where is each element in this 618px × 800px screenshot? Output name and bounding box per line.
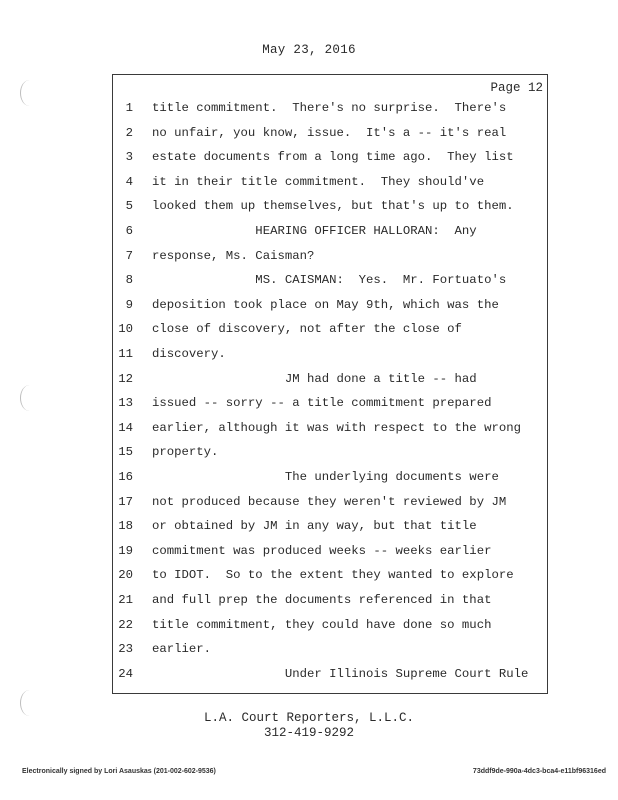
line-text: not produced because they weren't reviewed by JM bbox=[152, 494, 507, 509]
transcript-line bbox=[113, 663, 547, 685]
line-text: title commitment. There's no surprise. There's bbox=[152, 101, 507, 115]
line-text: estate documents from a long time ago. They list bbox=[152, 150, 514, 165]
line-text: commitment was produced weeks -- weeks earlier bbox=[152, 543, 492, 558]
line-number: 19 bbox=[118, 543, 133, 558]
line-text: and full prep the documents referenced in that bbox=[152, 593, 492, 607]
line-text: earlier, although it was with respect to the wrong bbox=[152, 420, 521, 435]
line-number: 20 bbox=[118, 568, 133, 583]
line-text: looked them up themselves, but that's up to them. bbox=[152, 199, 514, 214]
transcript-line bbox=[113, 638, 547, 660]
line-number: 4 bbox=[125, 174, 133, 189]
line-number: 17 bbox=[118, 494, 133, 509]
page-number: Page 12 bbox=[490, 81, 543, 95]
line-number: 10 bbox=[118, 322, 133, 337]
line-text: discovery. bbox=[152, 347, 226, 361]
transcript-line bbox=[113, 417, 547, 439]
line-text: issued -- sorry -- a title commitment prepared bbox=[152, 396, 492, 411]
transcript-line bbox=[113, 97, 547, 119]
line-text: JM had done a title -- had bbox=[152, 371, 477, 386]
line-text: earlier. bbox=[152, 642, 212, 657]
line-number: 16 bbox=[118, 470, 133, 484]
line-number: 13 bbox=[118, 396, 133, 411]
line-text: property. bbox=[152, 445, 219, 460]
line-text: HEARING OFFICER HALLORAN: Any bbox=[152, 224, 477, 238]
transcript-line bbox=[113, 318, 547, 340]
transcript-line bbox=[113, 171, 547, 193]
line-number: 22 bbox=[118, 617, 133, 632]
line-number: 18 bbox=[118, 519, 133, 534]
transcript-line bbox=[113, 441, 547, 463]
line-number: 1 bbox=[125, 101, 133, 115]
transcript-box bbox=[112, 74, 548, 694]
transcript-line bbox=[113, 392, 547, 414]
transcript-line bbox=[113, 122, 547, 144]
line-text: deposition took place on May 9th, which was the bbox=[152, 297, 499, 312]
footer-company: L.A. Court Reporters, L.L.C. bbox=[203, 711, 415, 725]
transcript-line bbox=[113, 343, 547, 365]
line-number: 7 bbox=[125, 248, 133, 263]
transcript-line bbox=[113, 614, 547, 636]
line-text: MS. CAISMAN: Yes. Mr. Fortuato's bbox=[152, 273, 507, 288]
transcript-line bbox=[113, 146, 547, 168]
transcript-line bbox=[113, 294, 547, 316]
line-number: 23 bbox=[118, 642, 133, 657]
line-number: 11 bbox=[118, 347, 133, 361]
line-text: close of discovery, not after the close of bbox=[152, 322, 462, 337]
line-number: 6 bbox=[125, 224, 133, 238]
line-text: it in their title commitment. They should've bbox=[152, 174, 485, 189]
electronic-signature: Electronically signed by Lori Asauskas (201-002-602-9536) bbox=[22, 768, 216, 775]
punch-hole-top bbox=[20, 80, 39, 106]
line-number: 21 bbox=[118, 593, 133, 607]
line-number: 12 bbox=[118, 371, 133, 386]
punch-hole-middle bbox=[20, 385, 39, 411]
transcript-line bbox=[113, 245, 547, 267]
line-number: 5 bbox=[125, 199, 133, 214]
transcript-line bbox=[113, 540, 547, 562]
line-text: response, Ms. Caisman? bbox=[152, 248, 315, 263]
line-number: 8 bbox=[125, 273, 133, 288]
line-text: to IDOT. So to the extent they wanted to explore bbox=[152, 568, 514, 583]
line-number: 15 bbox=[118, 445, 133, 460]
line-text: The underlying documents were bbox=[152, 470, 499, 484]
transcript-line bbox=[113, 515, 547, 537]
document-hash: 73ddf9de-990a-4dc3-bca4-e11bf96316ed bbox=[472, 768, 606, 775]
transcript-line bbox=[113, 589, 547, 611]
line-number: 14 bbox=[118, 420, 133, 435]
line-number: 24 bbox=[118, 666, 133, 681]
line-text: or obtained by JM in any way, but that title bbox=[152, 519, 477, 534]
line-number: 2 bbox=[125, 125, 133, 140]
line-number: 3 bbox=[125, 150, 133, 165]
transcript-line bbox=[113, 491, 547, 513]
footer-phone: 312-419-9292 bbox=[263, 726, 354, 740]
transcript-line bbox=[113, 564, 547, 586]
transcript-line bbox=[113, 220, 547, 242]
line-text: title commitment, they could have done so much bbox=[152, 617, 492, 632]
transcript-line bbox=[113, 269, 547, 291]
line-text: no unfair, you know, issue. It's a -- it's real bbox=[152, 125, 507, 140]
line-text: Under Illinois Supreme Court Rule bbox=[152, 666, 529, 681]
transcript-line bbox=[113, 195, 547, 217]
transcript-line bbox=[113, 466, 547, 488]
transcript-line bbox=[113, 368, 547, 390]
line-number: 9 bbox=[125, 297, 133, 312]
header-date: May 23, 2016 bbox=[262, 43, 356, 57]
